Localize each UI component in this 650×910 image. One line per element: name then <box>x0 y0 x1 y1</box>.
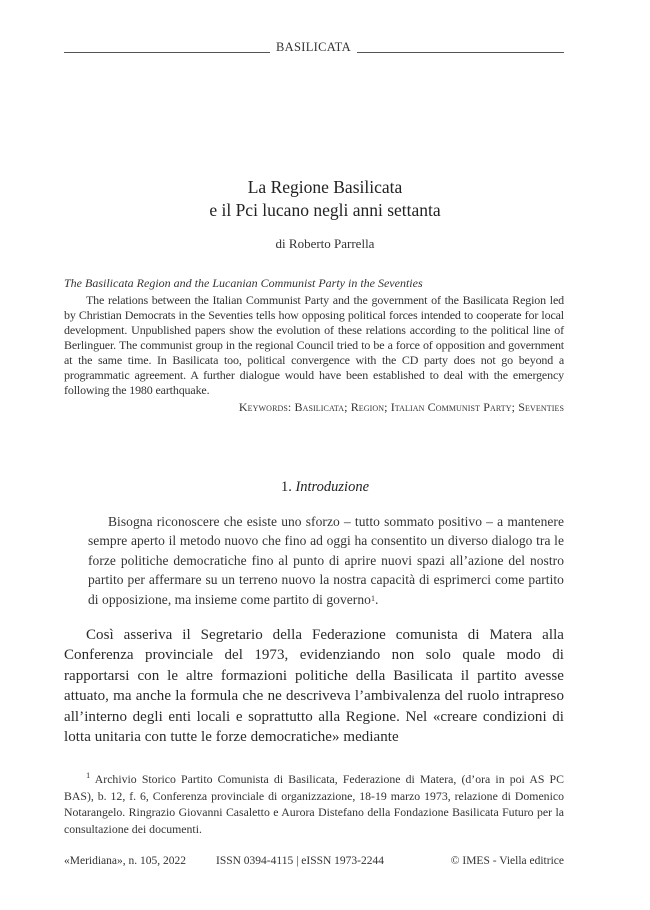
article-title-line-1: La Regione Basilicata <box>247 177 403 197</box>
article-title-line-2: e il Pci lucano negli anni settanta <box>209 200 441 220</box>
abstract-body: The relations between the Italian Communist Party and the government of the Basilicata Region led by Christian Democrats in the Seventies tells how opposing political forces intended to cooperate for local development. Unpublished papers show the evolution of these relations according to the political line of Berlinguer. The communist group in the regional Council tried to be a force of opposition and government at the same time. In Basilicata too, political convergence with the CD party does not go beyond a programmatic agreement. A further dialogue would have been established to deal with the emergency following the 1980 earthquake. <box>64 293 564 397</box>
block-quote-text: Bisogna riconoscere che esiste uno sforzo – tutto sommato positivo – a mantenere sempre aperto il metodo nuovo che fino ad oggi ha consentito un diverso dialogo tra le forze politiche democratiche fino al punto di aprire nuovi spazi all’azione del nostro partito per affermare su un terreno nuovo la nostra capacità di esprimerci come partito di opposizione, ma insieme come partito di governo <box>88 514 564 607</box>
footnote-text: Archivio Storico Partito Comunista di Basilicata, Federazione di Matera, (d’ora in poi AS PC BAS), b. 12, f. 6, Conferenza provinciale di organizzazione, 18-19 marzo 1973, relazione di Domenico Notarangelo. Ringrazio Giovanni Casaletto e Aurora Distefano della Fondazione Basilicata Futuro per la consultazione dei documenti. <box>64 771 564 836</box>
section-title: Introduzione <box>295 479 370 495</box>
page-footer <box>64 855 564 871</box>
block-quote: Bisogna riconoscere che esiste uno sforzo – tutto sommato positivo – a mantenere sempre aperto il metodo nuovo che fino ad oggi ha consentito un diverso dialogo tra le forze politiche democratiche fino al punto di aprire nuovi spazi all’azione del nostro partito per affermare su un terreno nuovo la nostra capacità di esprimerci come partito di opposizione, ma insieme come partito di governo$^1$. <box>88 514 564 607</box>
section-heading <box>0 479 650 496</box>
article-author: di Roberto Parrella <box>275 236 375 251</box>
keywords: Keywords: Basilicata; Region; Italian Communist Party; Seventies <box>238 400 564 414</box>
abstract <box>64 276 564 415</box>
running-head-rule-right <box>357 52 564 53</box>
running-head-rule-left <box>64 52 270 53</box>
footnote <box>64 767 564 837</box>
footer-issn: ISSN 0394-4115 | eISSN 1973-2244 <box>216 855 384 867</box>
article-title <box>0 176 650 222</box>
footnote-number: 1 <box>86 770 91 780</box>
body-paragraph: Così asseriva il Segretario della Federazione comunista di Matera alla Conferenza provinciale del 1973, evidenziando non solo quale modo di rapportarsi con le altre formazioni politiche della Basilicata il partito avesse attuato, ma anche la formula che ne descriveva l’ambivalenza del ruolo intrapreso all’interno degli enti locali e soprattutto alla Regione. Nel «creare condizioni di lotta unitaria con tutte le forze democratiche» mediante <box>64 627 564 746</box>
footnote-reference[interactable]: 1 <box>370 593 375 603</box>
section-number: 1. <box>280 479 292 495</box>
running-head-text: BASILICATA <box>276 40 351 54</box>
footer-journal: «Meridiana», n. 105, 2022 <box>64 855 187 867</box>
abstract-title: The Basilicata Region and the Lucanian Communist Party in the Seventies <box>64 276 423 290</box>
running-head <box>64 38 564 58</box>
footer-publisher: © IMES - Viella editrice <box>450 855 564 867</box>
